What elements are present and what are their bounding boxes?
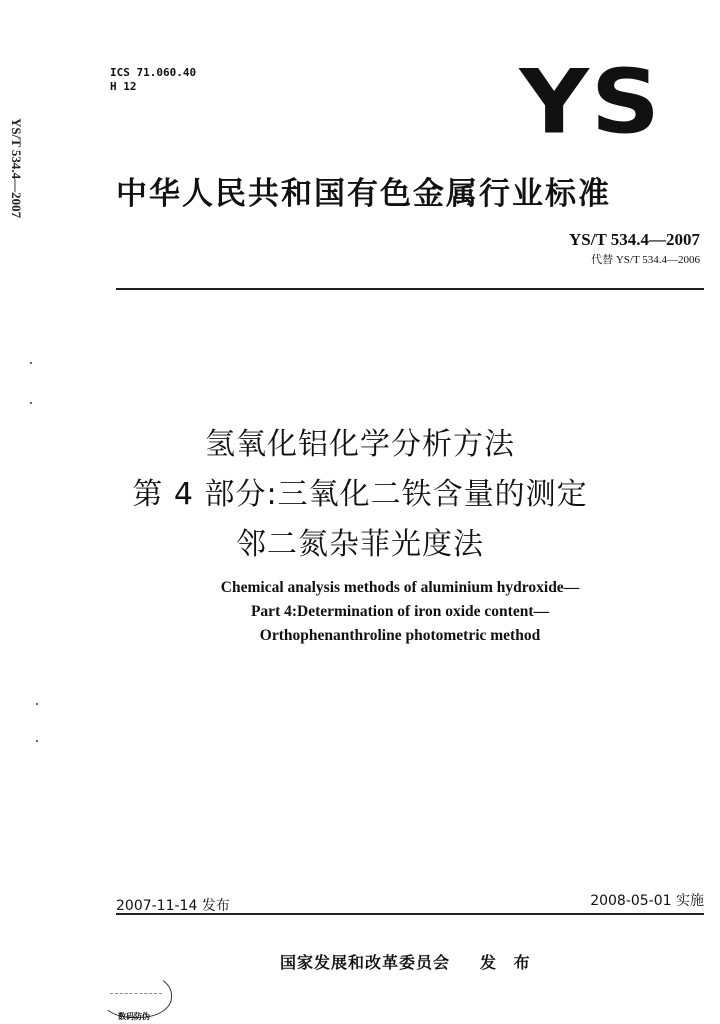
- scan-speck: [36, 740, 38, 742]
- footer-divider: [116, 913, 704, 915]
- chinese-title: [0, 420, 720, 570]
- chinese-title-line-1: 氢氧化铝化学分析方法: [205, 427, 515, 462]
- standard-number-block: [569, 230, 700, 267]
- header-divider: [116, 288, 704, 290]
- standard-org-title: 中华人民共和国有色金属行业标准: [116, 176, 611, 212]
- side-standard-code: YS/T 534.4—2007: [9, 118, 24, 219]
- ys-logo: YS: [519, 50, 662, 154]
- ics-code: ICS 71.060.40: [110, 66, 197, 79]
- implementation-date: 2008-05-01 实施: [590, 893, 704, 909]
- scan-speck: [30, 362, 32, 364]
- english-title: [0, 576, 720, 648]
- classification-codes: [110, 66, 196, 94]
- ccs-code: H 12: [110, 80, 137, 93]
- stamp-dotted-line: [110, 993, 162, 994]
- issue-date: 2007-11-14 发布: [116, 898, 230, 914]
- english-title-line-3: Orthophenanthroline photometric method: [259, 627, 541, 644]
- issuer-action: 发 布: [480, 953, 536, 972]
- scan-speck: [30, 402, 32, 404]
- replaces-note: 代替 YS/T 534.4—2006: [591, 254, 700, 266]
- scan-speck: [36, 703, 38, 705]
- issuing-authority: [280, 950, 536, 973]
- english-title-line-1: Chemical analysis methods of aluminium hydroxide—: [220, 579, 580, 596]
- chinese-title-line-3: 邻二氮杂菲光度法: [236, 527, 484, 562]
- chinese-title-line-2: 第 4 部分:三氧化二铁含量的测定: [132, 477, 588, 512]
- stamp-label: 数码防伪: [118, 1012, 150, 1021]
- english-title-line-2: Part 4:Determination of iron oxide content—: [250, 603, 550, 620]
- issuer-name: 国家发展和改革委员会: [280, 953, 451, 972]
- standard-number: YS/T 534.4—2007: [569, 230, 700, 249]
